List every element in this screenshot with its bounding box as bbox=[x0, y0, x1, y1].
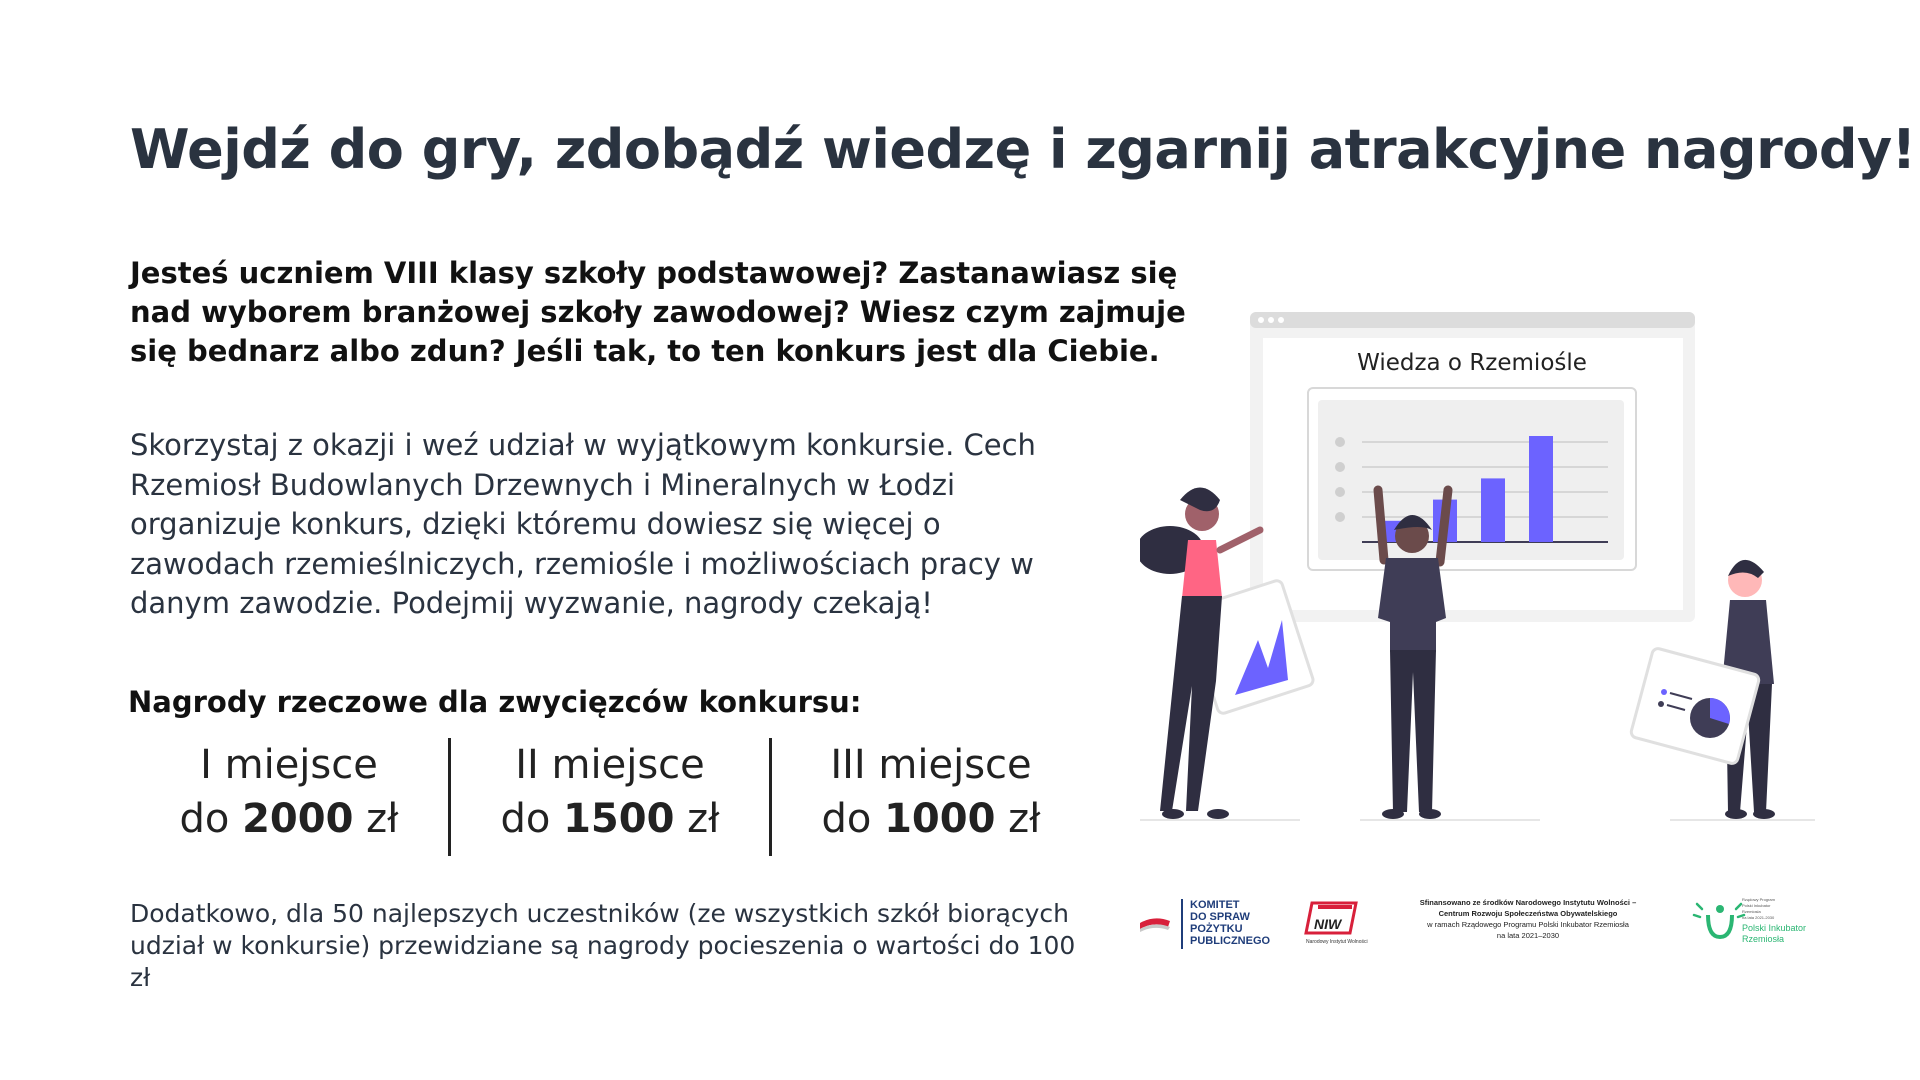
svg-text:Polski Inkubator: Polski Inkubator bbox=[1742, 923, 1807, 933]
prize-second bbox=[451, 738, 769, 856]
prize-first bbox=[130, 738, 448, 856]
chart-presentation-illustration bbox=[1140, 300, 1820, 830]
chart-legend-dot bbox=[1335, 437, 1345, 447]
incubator-icon bbox=[1708, 915, 1732, 937]
committee-line2: DO SPRAW bbox=[1190, 911, 1250, 923]
svg-text:Sfinansowano ze środków Narodo: Sfinansowano ze środków Narodowego Instytutu Wolności – bbox=[1419, 898, 1637, 907]
prize-value: do 2000 zł bbox=[179, 796, 399, 842]
prize-amount: 1500 bbox=[563, 796, 675, 842]
svg-text:Rzemiosła: Rzemiosła bbox=[1742, 909, 1761, 914]
svg-text:Rządowy Program: Rządowy Program bbox=[1742, 897, 1775, 902]
window-dot-icon bbox=[1268, 317, 1274, 323]
niw-full: Narodowy Instytut Wolności bbox=[1306, 939, 1368, 945]
board-title: Wiedza o Rzemiośle bbox=[1357, 350, 1587, 376]
chart-legend-dot bbox=[1335, 487, 1345, 497]
prize-amount: 1000 bbox=[884, 796, 996, 842]
svg-text:na lata 2021–2030: na lata 2021–2030 bbox=[1496, 931, 1560, 940]
committee-line1: KOMITET bbox=[1190, 899, 1240, 911]
sponsor-logos bbox=[1140, 895, 1820, 975]
committee-logo bbox=[1140, 899, 1271, 949]
board-titlebar bbox=[1250, 312, 1695, 328]
incubator-logo bbox=[1694, 897, 1806, 944]
window-dot-icon bbox=[1278, 317, 1284, 323]
svg-text:w ramach Rządowego Programu Po: w ramach Rządowego Programu Polski Inkubator Rzemiosła bbox=[1427, 920, 1629, 929]
chart-bar bbox=[1529, 436, 1553, 542]
prize-amount: 2000 bbox=[242, 796, 354, 842]
page-title: Wejdź do gry, zdobądź wiedzę i zgarnij atrakcyjne nagrody! bbox=[130, 118, 1916, 181]
window-dot-icon bbox=[1258, 317, 1264, 323]
niw-short: NIW bbox=[1314, 916, 1342, 932]
committee-line4: PUBLICZNEGO bbox=[1190, 935, 1271, 947]
description-text: Skorzystaj z okazji i weź udział w wyjątkowym konkursie. Cech Rzemiosł Budowlanych Drzewnych i Mineralnych w Łodzi organizuje konkurs, dzięki któremu dowiesz się więcej o zawodach rzemieślniczych, rzemiośle i możliwościach pracy w danym zawodzie. Podejmij wyzwanie, nagrody czekają! bbox=[130, 428, 1036, 620]
svg-text:na lata 2021-2030: na lata 2021-2030 bbox=[1742, 915, 1775, 920]
intro-text: Jesteś uczniem VIII klasy szkoły podstawowej? Zastanawiasz się nad wyborem branżowej szkoły zawodowej? Wiesz czym zajmuje się bednarz albo zdun? Jeśli tak, to ten konkurs jest dla Ciebie. bbox=[130, 256, 1186, 368]
prize-value: do 1000 zł bbox=[821, 796, 1041, 842]
footnote-text: Dodatkowo, dla 50 najlepszych uczestników (ze wszystkich szkół biorących udział w konkursie) przewidziane są nagrody pocieszenia o wartości do 100 zł bbox=[130, 899, 1076, 992]
prize-value: do 1500 zł bbox=[500, 796, 720, 842]
prizes-row bbox=[130, 738, 1090, 856]
prize-third bbox=[772, 738, 1090, 856]
funding-note bbox=[1420, 898, 1637, 940]
svg-text:Rzemiosła: Rzemiosła bbox=[1742, 934, 1785, 944]
committee-line3: POŻYTKU bbox=[1190, 923, 1243, 935]
chart-legend-dot bbox=[1335, 462, 1345, 472]
niw-logo bbox=[1306, 903, 1368, 945]
chart-legend-dot bbox=[1335, 512, 1345, 522]
svg-text:Polski Inkubator: Polski Inkubator bbox=[1742, 903, 1771, 908]
prize-place: III miejsce bbox=[830, 742, 1032, 788]
prize-place: II miejsce bbox=[515, 742, 705, 788]
chart-bar bbox=[1481, 478, 1505, 542]
chart-area bbox=[1318, 400, 1624, 560]
prizes-heading: Nagrody rzeczowe dla zwycięzców konkursu: bbox=[128, 685, 862, 719]
svg-text:Centrum Rozwoju Społeczeństwa: Centrum Rozwoju Społeczeństwa Obywatelskiego bbox=[1438, 909, 1618, 918]
prize-place: I miejsce bbox=[200, 742, 378, 788]
